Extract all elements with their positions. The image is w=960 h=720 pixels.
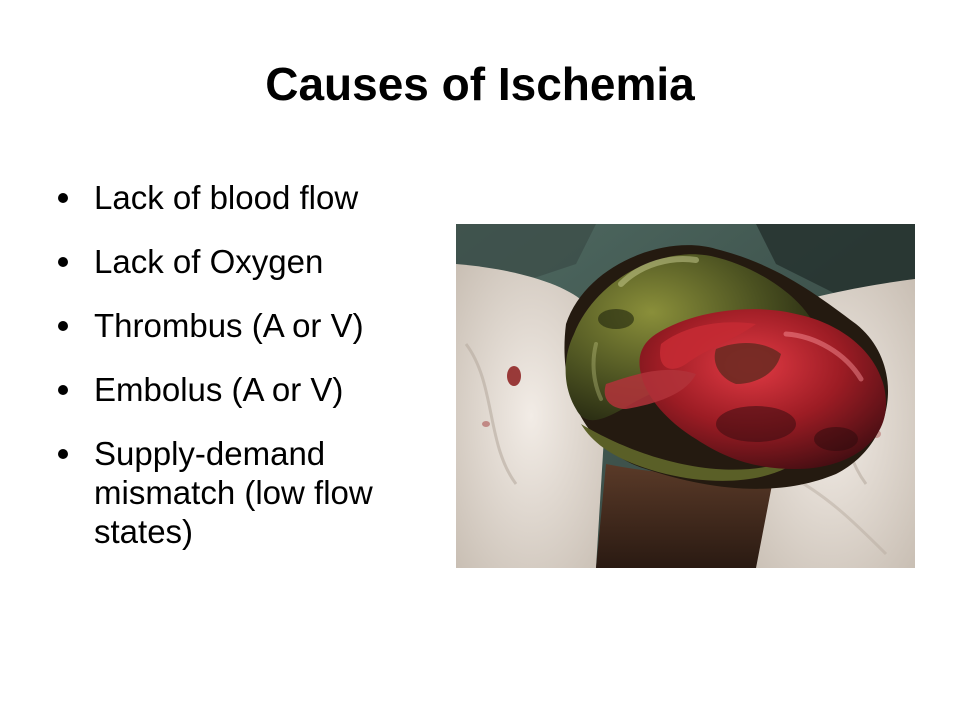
bullet-text: Lack of Oxygen bbox=[94, 243, 324, 280]
bullet-icon bbox=[58, 193, 68, 203]
bullet-text: Supply-demand mismatch (low flow states) bbox=[94, 435, 373, 550]
bullet-text: Embolus (A or V) bbox=[94, 371, 344, 408]
surgical-photo-ischemic-bowel-icon bbox=[456, 224, 915, 568]
bullet-icon bbox=[58, 257, 68, 267]
bullet-icon bbox=[58, 321, 68, 331]
bullet-item bbox=[58, 178, 428, 217]
bullet-item bbox=[58, 434, 428, 551]
bullet-icon bbox=[58, 449, 68, 459]
bullet-list bbox=[58, 178, 428, 576]
bullet-item bbox=[58, 306, 428, 345]
bullet-item bbox=[58, 242, 428, 281]
surgical-photo bbox=[456, 224, 915, 568]
bullet-text: Thrombus (A or V) bbox=[94, 307, 364, 344]
bullet-text: Lack of blood flow bbox=[94, 179, 359, 216]
bullet-item bbox=[58, 370, 428, 409]
slide-title: Causes of Ischemia bbox=[265, 58, 695, 110]
bullet-icon bbox=[58, 385, 68, 395]
